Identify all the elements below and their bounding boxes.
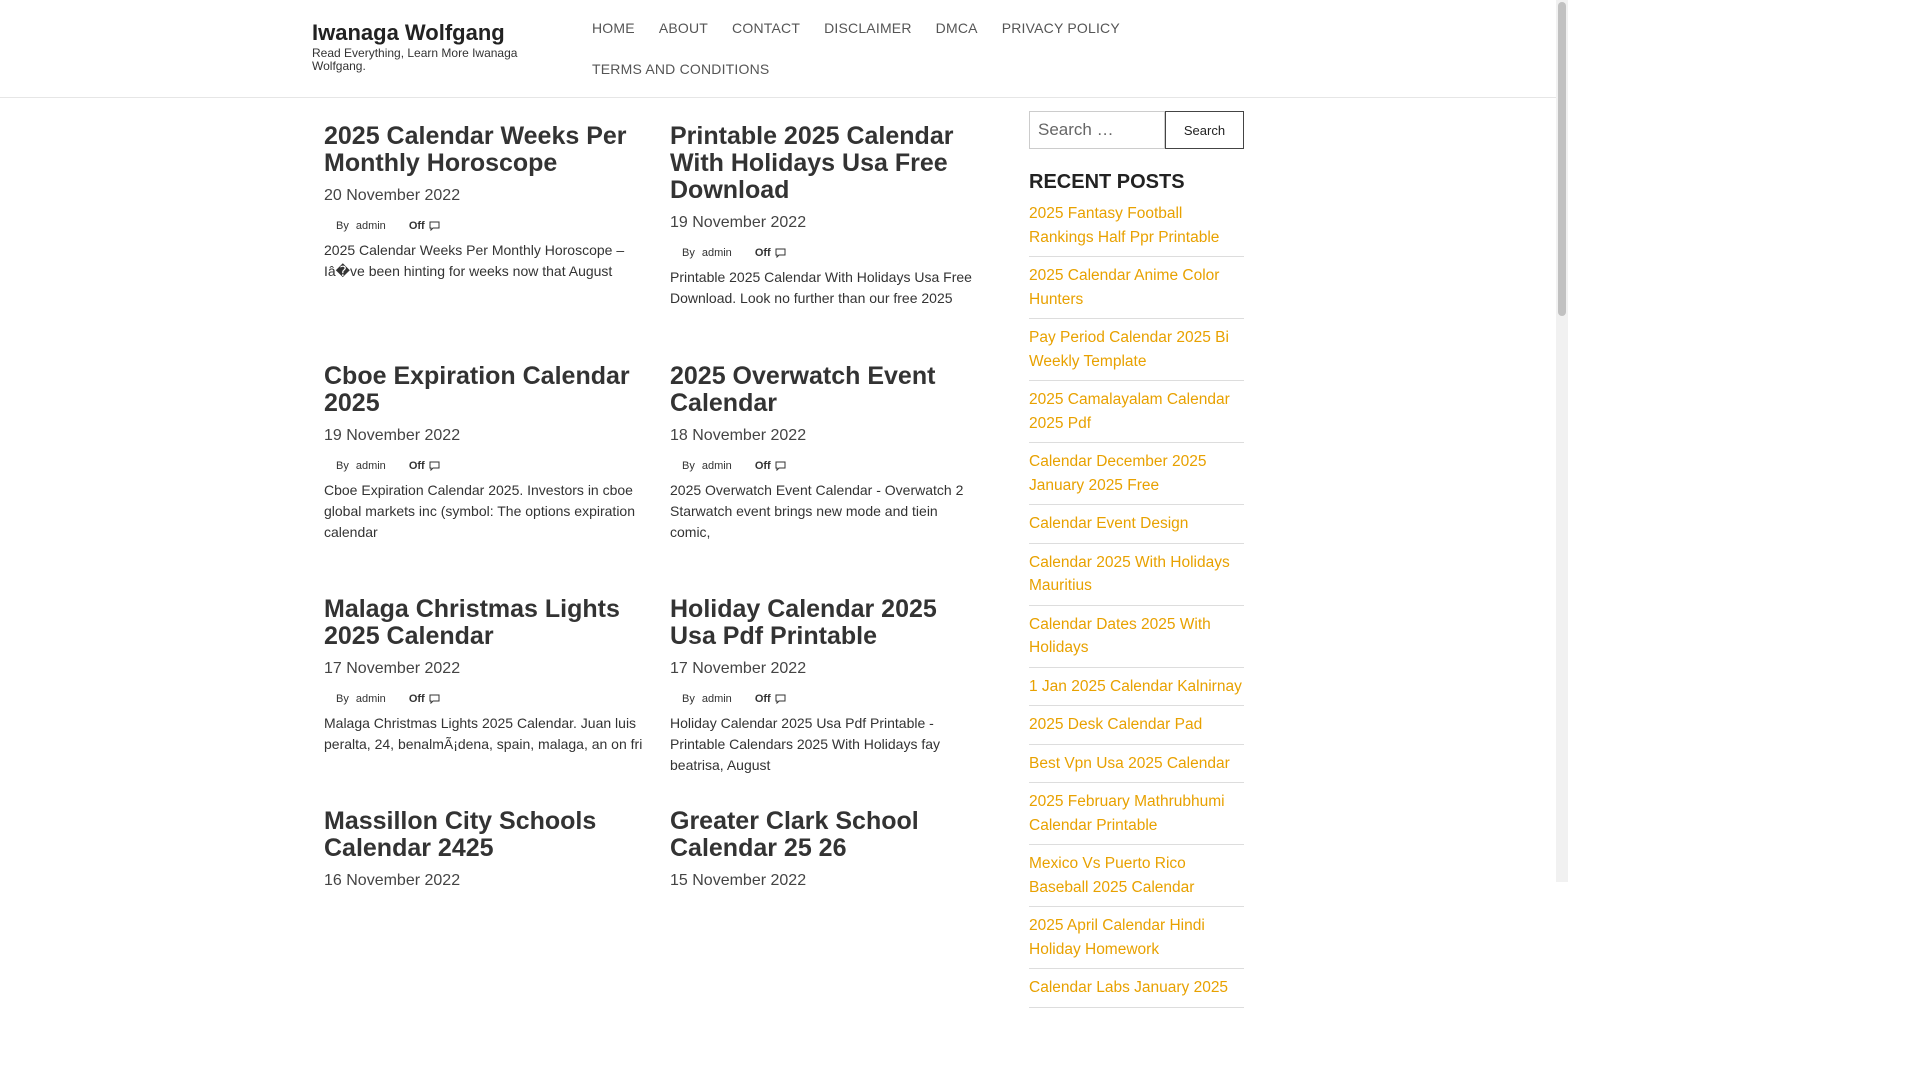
post-author[interactable]: admin [355, 693, 386, 705]
comment-icon [429, 221, 440, 231]
recent-post-link[interactable]: 2025 February Mathrubhumi Calendar Printable [1029, 793, 1225, 834]
post-title[interactable]: Holiday Calendar 2025 Usa Pdf Printable [670, 595, 937, 650]
post-by-label: By [336, 460, 349, 472]
search-input[interactable] [1029, 111, 1165, 149]
post-comments-status[interactable]: Off [408, 460, 425, 472]
nav-privacy-policy[interactable]: PRIVACY POLICY [1001, 20, 1120, 36]
post-meta [324, 219, 646, 233]
post-by-label: By [682, 693, 695, 705]
post-title[interactable]: 2025 Overwatch Event Calendar [670, 362, 936, 417]
post-author[interactable]: admin [355, 220, 386, 232]
recent-post-link[interactable]: Pay Period Calendar 2025 Bi Weekly Template [1029, 329, 1229, 370]
post-excerpt: Malaga Christmas Lights 2025 Calendar. Juan luis peralta, 24, benalmÃ¡dena, spain, malaga, an on fri [324, 715, 643, 752]
post-excerpt: 2025 Calendar Weeks Per Monthly Horoscope – Iâ�ve been hinting for weeks now that August [324, 242, 625, 279]
post-title[interactable]: Cboe Expiration Calendar 2025 [324, 362, 630, 417]
comment-icon [775, 248, 786, 258]
post-date: 19 November 2022 [670, 214, 807, 231]
post-card [324, 596, 646, 755]
post-meta [670, 459, 980, 473]
comment-icon [429, 461, 440, 471]
nav-contact[interactable]: CONTACT [732, 20, 801, 36]
post-by-label: By [336, 693, 349, 705]
nav-about[interactable]: ABOUT [658, 20, 709, 36]
post-date: 16 November 2022 [324, 872, 461, 889]
list-item [1029, 913, 1244, 969]
scrollbar-thumb[interactable] [1558, 2, 1566, 316]
recent-post-link[interactable]: Calendar December 2025 January 2025 Free [1029, 453, 1207, 494]
recent-post-link[interactable]: Calendar 2025 With Holidays Mauritius [1029, 553, 1230, 594]
post-card [324, 808, 646, 890]
post-by-label: By [336, 220, 349, 232]
site-title[interactable]: Iwanaga Wolfgang [312, 20, 505, 45]
post-by-label: By [682, 460, 695, 472]
recent-post-link[interactable]: Calendar Labs January 2025 [1029, 979, 1229, 996]
post-card [670, 363, 980, 543]
post-date: 15 November 2022 [670, 872, 807, 889]
post-date: 18 November 2022 [670, 427, 807, 444]
list-item [1029, 325, 1244, 381]
post-excerpt: Printable 2025 Calendar With Holidays Usa Free Download. Look no further than our free 2025 [670, 269, 972, 306]
recent-posts-list [1029, 201, 1244, 1008]
post-excerpt: 2025 Overwatch Event Calendar - Overwatch 2 Starwatch event brings new mode and tiein comic, [670, 482, 964, 540]
post-card [670, 123, 980, 309]
nav-home[interactable]: HOME [592, 20, 635, 36]
post-meta [324, 459, 646, 473]
post-meta [670, 692, 985, 706]
recent-post-link[interactable]: Calendar Dates 2025 With Holidays [1029, 615, 1211, 656]
recent-post-link[interactable]: 2025 April Calendar Hindi Holiday Homework [1029, 917, 1205, 958]
recent-post-link[interactable]: 2025 Calendar Anime Color Hunters [1029, 267, 1220, 308]
post-card [324, 123, 646, 282]
recent-post-link[interactable]: 2025 Camalayalam Calendar 2025 Pdf [1029, 391, 1230, 432]
list-item [1029, 851, 1244, 907]
post-card [670, 808, 980, 890]
post-excerpt: Holiday Calendar 2025 Usa Pdf Printable - Printable Calendars 2025 With Holidays fay beatrisa, August [670, 715, 941, 773]
post-author[interactable]: admin [701, 460, 732, 472]
post-comments-status[interactable]: Off [408, 693, 425, 705]
site-branding [312, 20, 552, 73]
post-card [324, 363, 646, 543]
post-comments-status[interactable]: Off [754, 693, 771, 705]
list-item [1029, 449, 1244, 505]
recent-post-link[interactable]: 2025 Fantasy Football Rankings Half Ppr Printable [1029, 205, 1220, 246]
post-comments-status[interactable]: Off [754, 247, 771, 259]
nav-terms-and-conditions[interactable]: TERMS AND CONDITIONS [592, 61, 770, 77]
post-author[interactable]: admin [701, 693, 732, 705]
comment-icon [429, 694, 440, 704]
recent-post-link[interactable]: Mexico Vs Puerto Rico Baseball 2025 Calendar [1029, 855, 1195, 896]
list-item [1029, 387, 1244, 443]
post-title[interactable]: 2025 Calendar Weeks Per Monthly Horoscope [324, 122, 627, 177]
post-date: 20 November 2022 [324, 187, 461, 204]
post-title[interactable]: Greater Clark School Calendar 25 26 [670, 807, 919, 862]
nav-dmca[interactable]: DMCA [935, 20, 978, 36]
post-card [670, 596, 985, 776]
site-description: Read Everything, Learn More Iwanaga Wolfgang. [312, 46, 518, 73]
post-date: 17 November 2022 [670, 660, 807, 677]
recent-post-link[interactable]: Best Vpn Usa 2025 Calendar [1029, 754, 1230, 772]
post-author[interactable]: admin [701, 247, 732, 259]
recent-post-link[interactable]: Calendar Event Design [1029, 515, 1189, 532]
list-item [1029, 263, 1244, 319]
list-item [1029, 550, 1244, 606]
list-item [1029, 674, 1244, 707]
post-meta [324, 692, 646, 706]
main-navigation [580, 0, 1140, 81]
list-item [1029, 201, 1244, 257]
post-meta [670, 246, 980, 260]
sidebar [1029, 111, 1244, 1014]
post-comments-status[interactable]: Off [408, 220, 425, 232]
post-date: 17 November 2022 [324, 660, 461, 677]
list-item [1029, 751, 1244, 784]
post-comments-status[interactable]: Off [754, 460, 771, 472]
post-title[interactable]: Printable 2025 Calendar With Holidays Usa Free Download [670, 122, 954, 204]
list-item [1029, 975, 1244, 1008]
search-form [1029, 111, 1244, 149]
list-item [1029, 712, 1244, 745]
post-title[interactable]: Massillon City Schools Calendar 2425 [324, 807, 597, 862]
recent-post-link[interactable]: 2025 Desk Calendar Pad [1029, 716, 1203, 733]
list-item [1029, 511, 1244, 544]
post-date: 19 November 2022 [324, 427, 461, 444]
post-title[interactable]: Malaga Christmas Lights 2025 Calendar [324, 595, 620, 650]
comment-icon [775, 694, 786, 704]
recent-post-link[interactable]: 1 Jan 2025 Calendar Kalnirnay [1029, 677, 1242, 695]
recent-posts-title: RECENT POSTS [1029, 171, 1185, 193]
site-header [0, 0, 1556, 98]
page-scrollbar[interactable] [1556, 0, 1568, 882]
list-item [1029, 789, 1244, 845]
post-by-label: By [682, 247, 695, 259]
search-button[interactable]: Search [1165, 111, 1244, 149]
post-excerpt: Cboe Expiration Calendar 2025. Investors in cboe global markets inc (symbol: The options expiration calendar [324, 482, 636, 540]
list-item [1029, 612, 1244, 668]
comment-icon [775, 461, 786, 471]
nav-disclaimer[interactable]: DISCLAIMER [824, 20, 912, 36]
post-author[interactable]: admin [355, 460, 386, 472]
